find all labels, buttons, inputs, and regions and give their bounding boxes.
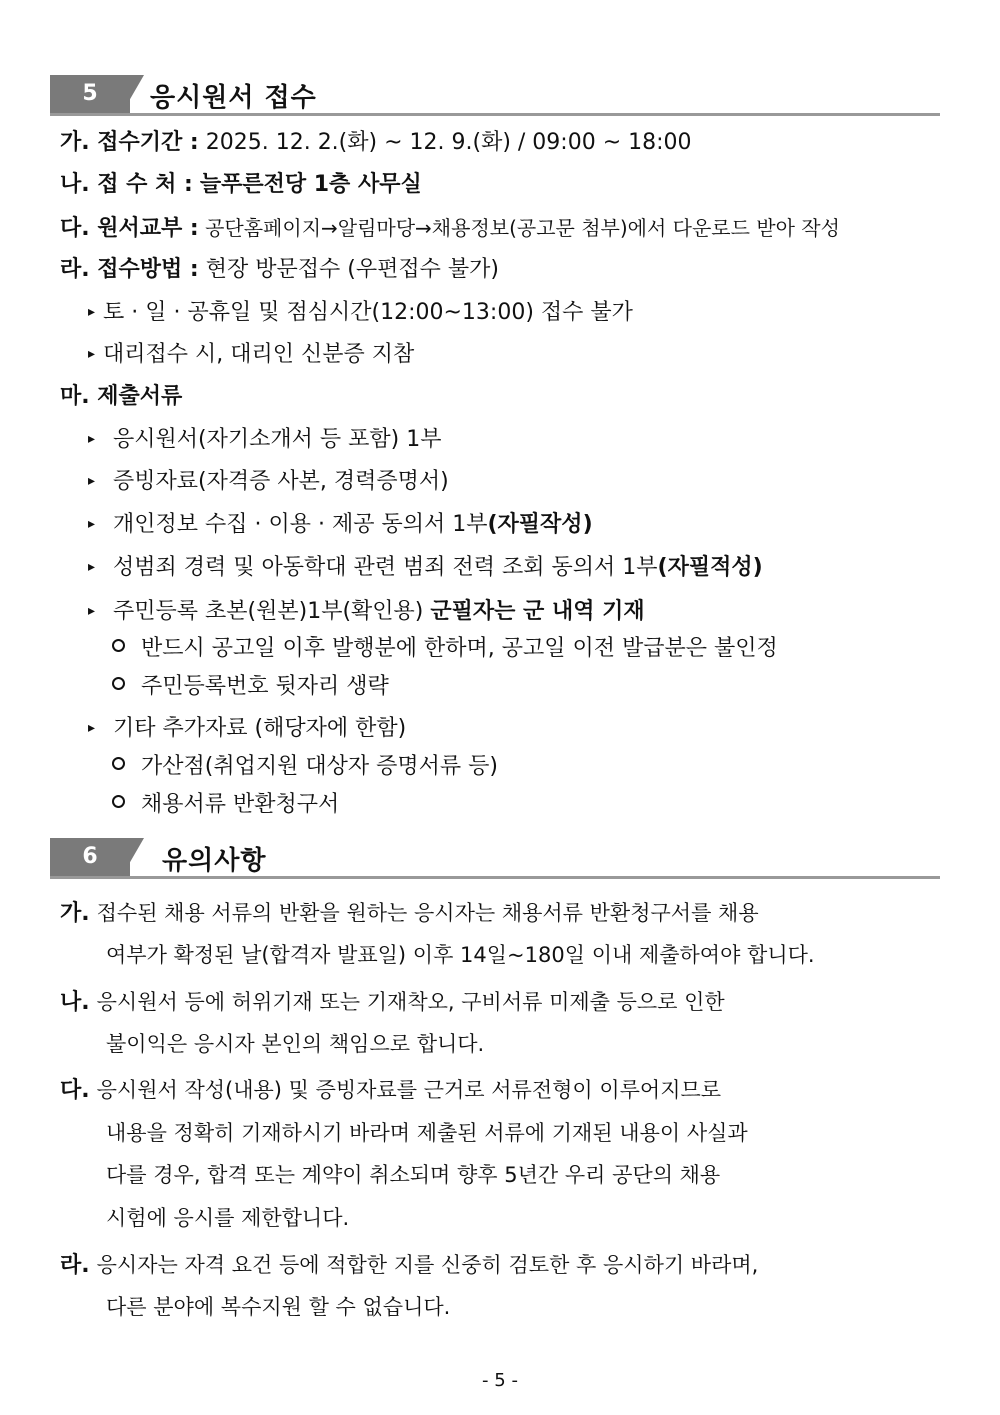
- item-label: 나. 접 수 처 :: [60, 172, 193, 197]
- note-label: 나.: [60, 990, 90, 1015]
- doc-sub-text: 가산점(취업지원 대상자 증명서류 등): [141, 754, 498, 779]
- triangle-bullet-icon: ▸: [88, 720, 96, 736]
- method-note-text: 토 · 일 · 공휴일 및 점심시간(12:00~13:00) 접수 불가: [103, 300, 633, 325]
- section-5-header: [50, 75, 940, 115]
- doc-text: 성범죄 경력 및 아동학대 관련 범죄 전력 조회 동의서 1부: [113, 555, 658, 580]
- doc-text: 증빙자료(자격증 사본, 경력증명서): [113, 469, 449, 494]
- doc-sub-text: 주민등록번호 뒷자리 생략: [141, 674, 389, 699]
- doc-item: [88, 596, 645, 627]
- note-text: 내용을 정확히 기재하시기 바라며 제출된 서류에 기재된 내용이 사실과: [106, 1121, 748, 1145]
- doc-sub-item: [112, 634, 778, 664]
- item-form-distribution: [60, 213, 840, 244]
- note-text: 여부가 확정된 날(합격자 발표일) 이후 14일~180일 이내 제출하여야 합니다.: [106, 943, 815, 967]
- note-label: 라.: [60, 1253, 90, 1278]
- doc-emphasis: (자필적성): [657, 555, 763, 580]
- method-note: [88, 339, 414, 370]
- triangle-bullet-icon: ▸: [88, 473, 96, 489]
- note-a: [60, 898, 759, 929]
- section-number: 6: [50, 838, 130, 876]
- note-label: 가.: [60, 901, 90, 926]
- note-text: 불이익은 응시자 본인의 책임으로 합니다.: [106, 1032, 485, 1056]
- note-label: 다.: [60, 1078, 90, 1103]
- triangle-bullet-icon: ▸: [88, 304, 96, 320]
- doc-sub-item: [112, 790, 339, 820]
- item-label: 가. 접수기간 :: [60, 130, 199, 155]
- note-text: 응시원서 등에 허위기재 또는 기재착오, 구비서류 미제출 등으로 인한: [96, 990, 725, 1014]
- item-value: 늘푸른전당 1층 사무실: [199, 172, 422, 197]
- note-text: 접수된 채용 서류의 반환을 원하는 응시자는 채용서류 반환청구서를 채용: [96, 901, 759, 925]
- triangle-bullet-icon: ▸: [88, 603, 96, 619]
- doc-text: 주민등록 초본(원본)1부(확인용): [113, 599, 424, 624]
- doc-sub-text: 반드시 공고일 이후 발행분에 한하며, 공고일 이전 발급분은 불인정: [141, 636, 778, 661]
- doc-text: 응시원서(자기소개서 등 포함) 1부: [113, 427, 442, 452]
- circle-bullet-icon: [112, 757, 125, 770]
- doc-emphasis: (자필작성): [487, 512, 593, 537]
- section-number: 5: [50, 75, 130, 113]
- note-text: 다른 분야에 복수지원 할 수 없습니다.: [106, 1295, 451, 1319]
- item-application-period: [60, 128, 692, 158]
- doc-text: 기타 추가자료 (해당자에 한함): [113, 716, 407, 741]
- doc-item: [88, 509, 593, 540]
- item-label: 라. 접수방법 :: [60, 257, 199, 282]
- method-note-text: 대리접수 시, 대리인 신분증 지참: [103, 342, 415, 367]
- triangle-bullet-icon: ▸: [88, 559, 96, 575]
- doc-item: [88, 552, 763, 583]
- triangle-bullet-icon: ▸: [88, 346, 96, 362]
- section-rule: [50, 113, 940, 116]
- section-badge-slash: [122, 838, 144, 876]
- note-d: [60, 1250, 758, 1281]
- note-c: [60, 1075, 721, 1106]
- circle-bullet-icon: [112, 639, 125, 652]
- note-text: 다를 경우, 합격 또는 계약이 취소되며 향후 5년간 우리 공단의 채용: [106, 1163, 721, 1187]
- section-rule: [50, 876, 940, 879]
- section-6-header: [50, 838, 940, 878]
- item-application-method: [60, 255, 499, 285]
- item-application-place: [60, 170, 422, 200]
- item-value: 2025. 12. 2.(화) ~ 12. 9.(화) / 09:00 ~ 18:00: [205, 130, 692, 155]
- item-label: 다. 원서교부 :: [60, 216, 199, 241]
- doc-sub-item: [112, 672, 389, 702]
- circle-bullet-icon: [112, 677, 125, 690]
- page-number: - 5 -: [482, 1370, 518, 1391]
- item-value: 현장 방문접수 (우편접수 불가): [205, 257, 499, 282]
- doc-emphasis: 군필자는 군 내역 기재: [430, 599, 645, 624]
- triangle-bullet-icon: ▸: [88, 431, 96, 447]
- doc-sub-text: 채용서류 반환청구서: [141, 792, 340, 817]
- note-text: 시험에 응시를 제한합니다.: [106, 1206, 350, 1230]
- note-text: 응시자는 자격 요건 등에 적합한 지를 신중히 검토한 후 응시하기 바라며,: [96, 1253, 759, 1277]
- note-b: [60, 987, 725, 1018]
- method-note: [88, 297, 633, 328]
- item-value: 공단홈페이지→알림마당→채용정보(공고문 첨부)에서 다운로드 받아 작성: [205, 216, 840, 240]
- section-title: 응시원서 접수: [150, 83, 317, 113]
- doc-sub-item: [112, 752, 498, 782]
- section-badge-slash: [122, 75, 144, 113]
- note-text: 응시원서 작성(내용) 및 증빙자료를 근거로 서류전형이 이루어지므로: [96, 1078, 722, 1102]
- circle-bullet-icon: [112, 795, 125, 808]
- doc-text: 개인정보 수집 · 이용 · 제공 동의서 1부: [113, 512, 488, 537]
- docs-heading: 마. 제출서류: [60, 384, 183, 409]
- doc-item: [88, 424, 441, 455]
- doc-item: [88, 713, 406, 744]
- triangle-bullet-icon: ▸: [88, 516, 96, 532]
- doc-item: [88, 466, 449, 497]
- section-title: 유의사항: [162, 846, 267, 876]
